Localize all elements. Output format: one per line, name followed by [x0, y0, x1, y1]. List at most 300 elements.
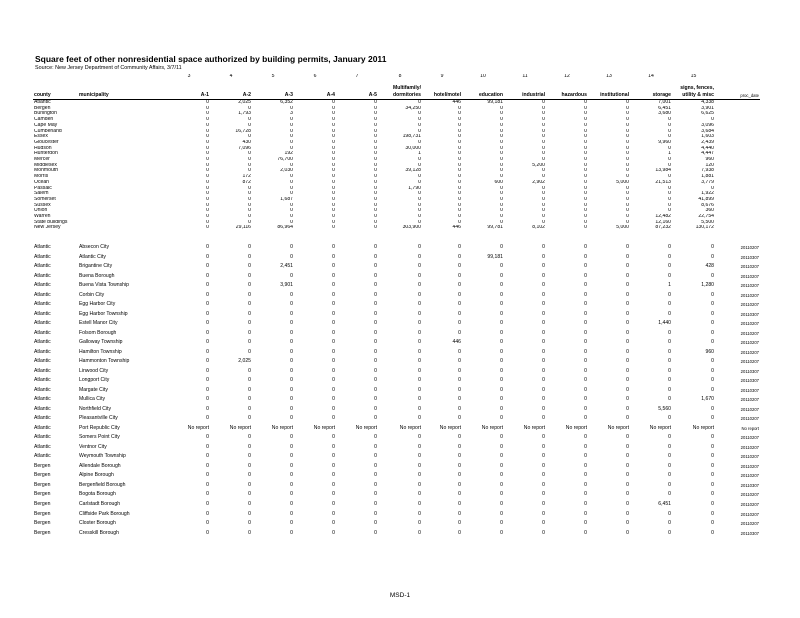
- data-cell: 0: [332, 168, 335, 174]
- data-cell: 0: [458, 472, 461, 479]
- data-cell: 0: [290, 208, 293, 214]
- municipality-row: [33, 243, 760, 253]
- county-name: Atlantic: [34, 244, 51, 251]
- data-cell: 0: [500, 405, 503, 412]
- column-header: county: [33, 92, 78, 100]
- data-cell: 0: [418, 443, 421, 450]
- data-cell: 0: [458, 386, 461, 393]
- data-cell: 0: [332, 405, 335, 412]
- data-cell: 0: [374, 415, 377, 422]
- header-signs: signs, fences,: [680, 85, 714, 92]
- county-name: Salem: [34, 191, 49, 197]
- empty-cell: [715, 84, 760, 92]
- data-cell: 0: [290, 415, 293, 422]
- data-cell: 0: [332, 111, 335, 117]
- column-header: institutional: [588, 92, 630, 100]
- data-cell: 0: [290, 139, 293, 145]
- data-cell: 0: [458, 157, 461, 163]
- data-cell: 0: [332, 191, 335, 197]
- data-cell: 0: [290, 501, 293, 507]
- county-name: Atlantic: [34, 282, 51, 289]
- data-cell: 0: [418, 348, 421, 355]
- data-cell: 0: [458, 263, 461, 270]
- data-cell: 1,670: [701, 396, 714, 403]
- data-cell: 0: [248, 443, 251, 450]
- data-cell: 0: [626, 139, 629, 145]
- data-cell: 0: [206, 501, 209, 507]
- data-cell: 0: [206, 174, 209, 180]
- county-name: Warren: [34, 214, 51, 220]
- data-cell: 0: [248, 310, 251, 317]
- data-cell: 0: [206, 111, 209, 117]
- data-cell: 0: [418, 117, 421, 123]
- data-cell: 0: [626, 151, 629, 157]
- data-cell: 0: [248, 157, 251, 163]
- data-cell: No report: [187, 424, 209, 431]
- data-cell: 120: [705, 162, 714, 168]
- data-cell: 0: [668, 529, 671, 536]
- data-cell: 303,900: [402, 225, 421, 231]
- data-cell: 0: [458, 377, 461, 384]
- data-cell: 0: [542, 157, 545, 163]
- data-cell: 0: [248, 472, 251, 479]
- data-cell: 0: [542, 396, 545, 403]
- county-name: Atlantic: [34, 453, 51, 460]
- data-cell: 0: [626, 105, 629, 111]
- data-cell: 0: [500, 415, 503, 422]
- data-cell: 0: [542, 339, 545, 346]
- data-cell: 360: [705, 208, 714, 214]
- data-cell: 0: [584, 253, 587, 260]
- data-cell: 0: [374, 168, 377, 174]
- municipality-name: Bergenfield Borough: [79, 481, 126, 488]
- data-cell: 0: [374, 174, 377, 180]
- data-cell: 0: [206, 443, 209, 450]
- data-cell: 0: [332, 214, 335, 220]
- data-cell: 0: [458, 348, 461, 355]
- data-cell: 0: [332, 99, 335, 105]
- data-cell: 0: [626, 481, 629, 488]
- data-cell: 0: [584, 145, 587, 151]
- data-cell: 0: [500, 157, 503, 163]
- data-cell: 0: [626, 128, 629, 134]
- proc-date: 20110207: [740, 454, 759, 460]
- data-cell: 0: [290, 128, 293, 134]
- proc-date: 20110207: [740, 502, 759, 507]
- data-cell: 0: [418, 244, 421, 251]
- data-cell: 0: [332, 510, 335, 517]
- data-cell: 960: [705, 348, 714, 355]
- column-header: utility & misc: [672, 92, 715, 100]
- data-cell: 0: [542, 386, 545, 393]
- data-cell: 600: [494, 179, 503, 185]
- data-cell: 2,030: [280, 168, 293, 174]
- data-cell: 0: [584, 128, 587, 134]
- data-cell: 0: [668, 453, 671, 460]
- municipality-name: Galloway Township: [79, 339, 123, 346]
- proc-date: 20110307: [740, 368, 759, 374]
- data-cell: 0: [584, 481, 587, 488]
- data-cell: 198,731: [402, 134, 421, 140]
- data-cell: 0: [418, 396, 421, 403]
- data-cell: 0: [332, 520, 335, 527]
- column-number: 9: [440, 74, 444, 79]
- data-cell: 0: [290, 174, 293, 180]
- data-cell: 0: [500, 462, 503, 469]
- data-cell: 0: [668, 310, 671, 317]
- data-cell: 0: [206, 196, 209, 202]
- data-cell: 0: [418, 174, 421, 180]
- county-name: New Jersey: [34, 225, 61, 231]
- data-cell: 0: [248, 214, 251, 220]
- municipality-name: Port Republic City: [79, 424, 120, 431]
- data-cell: 0: [332, 139, 335, 145]
- data-cell: 0: [668, 339, 671, 346]
- data-cell: 0: [418, 520, 421, 527]
- data-cell: 0: [500, 501, 503, 507]
- data-cell: 0: [248, 105, 251, 111]
- data-cell: 0: [332, 396, 335, 403]
- data-cell: 76,700: [277, 157, 293, 163]
- data-cell: 0: [290, 202, 293, 208]
- data-cell: 0: [374, 162, 377, 168]
- data-cell: 0: [584, 191, 587, 197]
- data-cell: 0: [626, 185, 629, 191]
- data-cell: 0: [374, 501, 377, 507]
- data-cell: 0: [290, 310, 293, 317]
- data-cell: 0: [500, 520, 503, 527]
- data-cell: 4,440: [701, 145, 714, 151]
- data-cell: 0: [584, 282, 587, 289]
- data-cell: 6,451: [658, 501, 671, 507]
- data-cell: 0: [500, 472, 503, 479]
- proc-date: 20110207: [740, 330, 759, 336]
- data-cell: 0: [248, 386, 251, 393]
- data-cell: 0: [248, 501, 251, 507]
- data-cell: 0: [500, 310, 503, 317]
- data-cell: 1,440: [658, 320, 671, 327]
- data-cell: 0: [626, 453, 629, 460]
- data-cell: 0: [418, 263, 421, 270]
- data-cell: 0: [542, 367, 545, 374]
- data-cell: 0: [332, 151, 335, 157]
- municipality-row: [33, 453, 760, 463]
- data-cell: 0: [542, 117, 545, 123]
- municipality-name: Corbin City: [79, 291, 105, 298]
- data-cell: 0: [542, 208, 545, 214]
- data-cell: 0: [206, 145, 209, 151]
- data-cell: 0: [458, 520, 461, 527]
- data-cell: 0: [418, 128, 421, 134]
- data-cell: 0: [626, 301, 629, 308]
- data-cell: 0: [290, 244, 293, 251]
- data-cell: 0: [248, 117, 251, 123]
- data-cell: 0: [458, 434, 461, 441]
- data-cell: 0: [458, 510, 461, 517]
- data-cell: 0: [626, 196, 629, 202]
- data-cell: 0: [458, 219, 461, 225]
- data-cell: 0: [458, 443, 461, 450]
- data-cell: 0: [711, 520, 714, 527]
- empty-cell: [504, 84, 546, 92]
- data-cell: 0: [500, 128, 503, 134]
- data-cell: 0: [542, 358, 545, 365]
- data-cell: 0: [458, 367, 461, 374]
- data-cell: 0: [668, 162, 671, 168]
- data-cell: 0: [332, 179, 335, 185]
- data-cell: 0: [332, 462, 335, 469]
- county-name: Cumberland: [34, 128, 62, 134]
- data-cell: 0: [626, 117, 629, 123]
- proc-date: 20110207: [740, 349, 759, 355]
- data-cell: 0: [458, 491, 461, 498]
- data-cell: 0: [418, 377, 421, 384]
- data-cell: 0: [332, 272, 335, 279]
- data-cell: 0: [500, 191, 503, 197]
- data-cell: 0: [711, 501, 714, 507]
- data-cell: 0: [248, 462, 251, 469]
- data-cell: 0: [332, 162, 335, 168]
- column-number-row: [33, 74, 760, 84]
- data-cell: 0: [542, 185, 545, 191]
- data-cell: 0: [206, 453, 209, 460]
- data-cell: 0: [458, 415, 461, 422]
- county-name: Atlantic: [34, 320, 51, 327]
- data-cell: 3,901: [701, 105, 714, 111]
- municipality-name: Mullica City: [79, 396, 106, 403]
- county-name: Hudson: [34, 145, 52, 151]
- data-cell: 0: [711, 415, 714, 422]
- data-cell: 0: [500, 301, 503, 308]
- data-cell: 0: [500, 272, 503, 279]
- data-cell: 5,560: [658, 405, 671, 412]
- data-cell: 0: [584, 168, 587, 174]
- data-cell: 0: [668, 202, 671, 208]
- data-cell: 0: [374, 472, 377, 479]
- data-cell: 0: [542, 151, 545, 157]
- data-cell: 0: [290, 367, 293, 374]
- data-cell: 0: [248, 367, 251, 374]
- data-cell: 0: [584, 244, 587, 251]
- data-cell: 13,984: [655, 168, 671, 174]
- data-cell: 0: [290, 434, 293, 441]
- data-cell: 0: [626, 462, 629, 469]
- data-cell: 0: [711, 310, 714, 317]
- data-cell: 0: [332, 244, 335, 251]
- data-cell: 0: [374, 462, 377, 469]
- data-cell: 0: [711, 272, 714, 279]
- data-cell: 0: [542, 329, 545, 336]
- county-name: Bergen: [34, 481, 51, 488]
- data-cell: 0: [626, 520, 629, 527]
- data-cell: 0: [206, 139, 209, 145]
- data-cell: 0: [626, 501, 629, 507]
- county-name: Atlantic: [34, 301, 51, 308]
- data-cell: 0: [374, 491, 377, 498]
- data-cell: 0: [332, 443, 335, 450]
- municipality-row: [33, 462, 760, 472]
- proc-date: 20110307: [740, 482, 759, 488]
- proc-date: 20110207: [740, 463, 759, 469]
- data-cell: 0: [332, 185, 335, 191]
- data-cell: 0: [206, 134, 209, 140]
- data-cell: 0: [500, 263, 503, 270]
- data-cell: 172: [242, 174, 251, 180]
- data-cell: 0: [248, 202, 251, 208]
- data-cell: 0: [500, 111, 503, 117]
- data-cell: No report: [692, 424, 714, 431]
- data-cell: 0: [418, 208, 421, 214]
- data-cell: No report: [313, 424, 335, 431]
- data-cell: 0: [418, 191, 421, 197]
- data-cell: 0: [248, 291, 251, 298]
- data-cell: 0: [332, 358, 335, 365]
- data-cell: 0: [668, 481, 671, 488]
- data-cell: 0: [206, 481, 209, 488]
- county-name: Bergen: [34, 462, 51, 469]
- data-cell: 0: [332, 145, 335, 151]
- data-cell: 0: [332, 320, 335, 327]
- data-cell: 0: [290, 472, 293, 479]
- empty-cell: [33, 231, 760, 243]
- data-cell: 0: [542, 453, 545, 460]
- data-cell: 7,096: [238, 145, 251, 151]
- data-cell: 0: [584, 117, 587, 123]
- data-cell: 0: [500, 529, 503, 536]
- data-cell: 0: [458, 282, 461, 289]
- data-cell: 0: [206, 405, 209, 412]
- municipality-row: [33, 433, 760, 443]
- data-cell: 86,964: [277, 225, 293, 231]
- data-cell: 0: [711, 185, 714, 191]
- data-cell: 0: [584, 396, 587, 403]
- county-name: Atlantic: [34, 386, 51, 393]
- municipality-name: Weymouth Township: [79, 453, 126, 460]
- data-cell: 0: [584, 185, 587, 191]
- data-cell: 0: [248, 453, 251, 460]
- data-cell: 0: [248, 151, 251, 157]
- data-cell: 0: [206, 168, 209, 174]
- municipality-name: Atlantic City: [79, 253, 106, 260]
- column-number: 7: [355, 74, 359, 79]
- proc-date: 20110207: [740, 473, 759, 479]
- data-cell: 192: [284, 151, 293, 157]
- data-cell: 0: [458, 396, 461, 403]
- data-cell: 0: [584, 339, 587, 346]
- county-name: Atlantic: [34, 415, 51, 422]
- empty-cell: [422, 84, 462, 92]
- data-cell: 0: [584, 214, 587, 220]
- data-cell: 0: [374, 122, 377, 128]
- column-number: 4: [229, 74, 233, 79]
- data-cell: 0: [626, 405, 629, 412]
- county-name: Hunterdon: [34, 151, 58, 157]
- municipality-name: Hamilton Township: [79, 348, 122, 355]
- data-cell: 0: [206, 367, 209, 374]
- municipality-row: [33, 519, 760, 529]
- data-cell: 0: [374, 329, 377, 336]
- data-cell: 0: [206, 291, 209, 298]
- data-cell: 0: [584, 405, 587, 412]
- data-cell: 0: [374, 117, 377, 123]
- empty-cell: [588, 84, 630, 92]
- data-cell: 0: [668, 443, 671, 450]
- data-cell: 0: [290, 339, 293, 346]
- data-cell: 0: [668, 134, 671, 140]
- data-cell: 0: [374, 139, 377, 145]
- data-cell: 0: [668, 520, 671, 527]
- data-cell: 0: [290, 348, 293, 355]
- data-cell: 0: [374, 128, 377, 134]
- data-cell: 0: [584, 157, 587, 163]
- data-cell: 0: [500, 145, 503, 151]
- data-cell: 0: [584, 196, 587, 202]
- data-cell: 0: [542, 253, 545, 260]
- data-cell: 0: [248, 491, 251, 498]
- data-cell: 0: [668, 491, 671, 498]
- data-cell: 0: [542, 196, 545, 202]
- data-cell: 0: [626, 310, 629, 317]
- data-cell: 0: [584, 174, 587, 180]
- data-cell: 0: [458, 174, 461, 180]
- data-cell: 0: [418, 434, 421, 441]
- data-cell: 0: [584, 415, 587, 422]
- data-cell: 1,790: [408, 185, 421, 191]
- data-cell: 5,000: [616, 179, 629, 185]
- data-cell: 0: [626, 191, 629, 197]
- data-cell: 0: [206, 377, 209, 384]
- data-cell: 0: [711, 462, 714, 469]
- data-cell: 0: [500, 174, 503, 180]
- data-cell: 0: [248, 529, 251, 536]
- data-cell: 0: [206, 202, 209, 208]
- data-cell: 0: [584, 263, 587, 270]
- data-cell: 2,902: [532, 179, 545, 185]
- data-cell: 0: [206, 510, 209, 517]
- data-cell: 0: [374, 529, 377, 536]
- data-cell: 0: [290, 462, 293, 469]
- data-cell: 0: [542, 122, 545, 128]
- data-cell: 0: [458, 310, 461, 317]
- county-name: Atlantic: [34, 272, 51, 279]
- data-cell: 0: [542, 128, 545, 134]
- data-cell: 0: [542, 310, 545, 317]
- data-cell: 1: [418, 151, 421, 157]
- data-cell: 0: [626, 348, 629, 355]
- data-cell: No report: [355, 424, 377, 431]
- county-name: Monmouth: [34, 168, 59, 174]
- data-cell: 0: [458, 320, 461, 327]
- data-cell: 0: [711, 510, 714, 517]
- data-cell: 0: [626, 214, 629, 220]
- data-cell: 0: [626, 208, 629, 214]
- county-name: Atlantic: [34, 396, 51, 403]
- column-header: A-5: [336, 92, 378, 100]
- data-cell: 0: [584, 111, 587, 117]
- data-cell: No report: [523, 424, 545, 431]
- proc-date: 20110307: [740, 378, 759, 384]
- data-cell: 0: [374, 253, 377, 260]
- proc-date: 20110207: [740, 492, 759, 498]
- column-header: industrial: [504, 92, 546, 100]
- data-cell: 0: [542, 301, 545, 308]
- data-cell: 0: [584, 301, 587, 308]
- data-cell: 0: [374, 510, 377, 517]
- data-cell: 0: [374, 443, 377, 450]
- proc-date: 20110207: [740, 321, 759, 327]
- municipality-name: Hammonton Township: [79, 358, 130, 365]
- column-number: 8: [398, 74, 402, 79]
